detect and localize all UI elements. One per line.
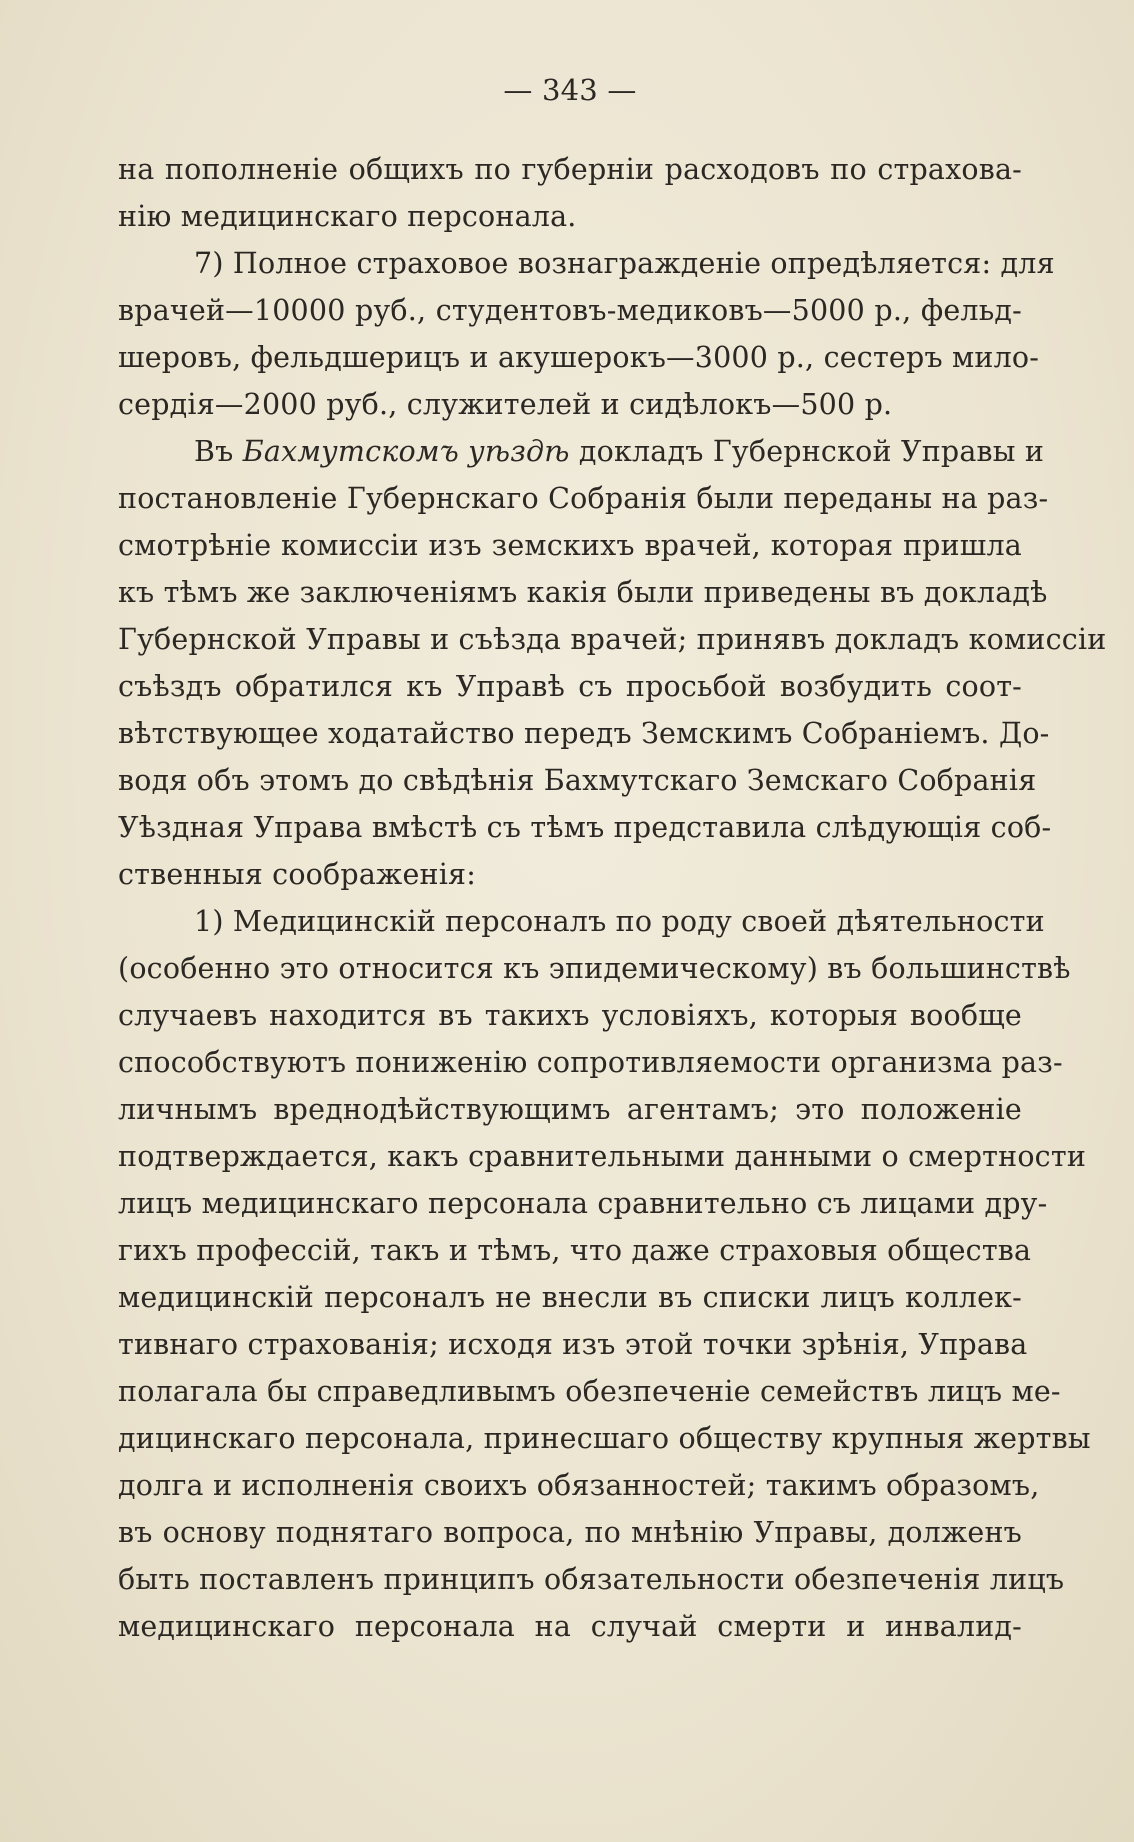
text-line: ственныя соображенія: [118, 858, 477, 891]
text-line: лицъ медицинскаго персонала сравнительно съ лицами дру- [118, 1187, 1048, 1220]
text-line: вѣтствующее ходатайство передъ Земскимъ Собраніемъ. До- [118, 717, 1050, 750]
text-line: водя объ этомъ до свѣдѣнія Бахмутскаго Земскаго Собранія [118, 764, 1037, 797]
text-line: личнымъ вреднодѣйствующимъ агентамъ; это положеніе [118, 1093, 1022, 1126]
text-line: 7) Полное страховое вознагражденіе опредѣляется: для [194, 247, 1055, 280]
text-line: медицинскій персоналъ не внесли въ списки лицъ коллек- [118, 1281, 1022, 1314]
text-line: долга и исполненія своихъ обязанностей; такимъ образомъ, [118, 1469, 1040, 1502]
page-number: — 343 — [503, 73, 637, 107]
text-line: тивнаго страхованія; исходя изъ этой точки зрѣнія, Управа [118, 1328, 1028, 1361]
text-line: быть поставленъ принципъ обязательности обезпеченія лицъ [118, 1563, 1065, 1596]
text-line: случаевъ находится въ такихъ условіяхъ, которыя вообще [118, 999, 1022, 1032]
text-line: Уѣздная Управа вмѣстѣ съ тѣмъ представила слѣдующія соб- [118, 811, 1052, 844]
text-line: Губернской Управы и съѣзда врачей; принявъ докладъ комиссіи [118, 623, 1107, 656]
text-line: въ основу поднятаго вопроса, по мнѣнію Управы, долженъ [118, 1516, 1022, 1549]
italic-place-name: Бахмутскомъ уѣздѣ [242, 435, 570, 468]
text-line: подтверждается, какъ сравнительными данными о смертности [118, 1140, 1087, 1173]
text-line: нію медицинскаго персонала. [118, 200, 577, 233]
text-fragment: Въ [194, 435, 243, 468]
text-line-with-italic [118, 428, 1045, 475]
text-line: способствуютъ пониженію сопротивляемости организма раз- [118, 1046, 1063, 1079]
text-line: полагала бы справедливымъ обезпеченіе семействъ лицъ ме- [118, 1375, 1061, 1408]
text-block [118, 62, 1107, 1650]
text-line: 1) Медицинскій персоналъ по роду своей дѣятельности [194, 905, 1045, 938]
text-line: на пополненіе общихъ по губерніи расходовъ по страхова- [118, 153, 1022, 186]
text-line: дицинскаго персонала, принесшаго обществу крупныя жертвы [118, 1422, 1091, 1455]
text-line: къ тѣмъ же заключеніямъ какія были приведены въ докладѣ [118, 576, 1048, 609]
text-line: смотрѣніе комиссіи изъ земскихъ врачей, которая пришла [118, 529, 1022, 562]
text-line: врачей—10000 руб., студентовъ-медиковъ—5000 р., фельд- [118, 294, 1022, 327]
text-line: (особенно это относится къ эпидемическому) въ большинствѣ [118, 952, 1071, 985]
text-line: медицинскаго персонала на случай смерти и инвалид- [118, 1610, 1022, 1643]
text-line: постановленіе Губернскаго Собранія были переданы на раз- [118, 482, 1049, 515]
text-line: съѣздъ обратился къ Управѣ съ просьбой возбудить соот- [118, 670, 1022, 703]
text-fragment: докладъ Губернской Управы и [578, 435, 1045, 468]
text-line: шеровъ, фельдшерицъ и акушерокъ—3000 р., сестеръ мило- [118, 341, 1040, 374]
text-line: гихъ профессій, такъ и тѣмъ, что даже страховыя общества [118, 1234, 1032, 1267]
text-line: сердія—2000 руб., служителей и сидѣлокъ—500 р. [118, 388, 893, 421]
